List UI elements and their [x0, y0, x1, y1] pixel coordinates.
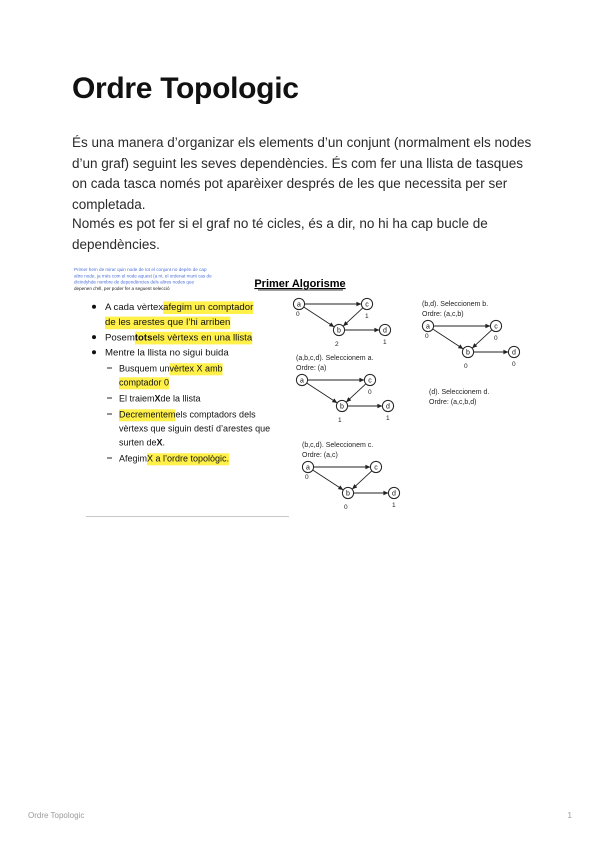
graph-arrowhead — [332, 398, 337, 403]
slide-intro-line: dicindyhde nombre de dependències dels altres nodes que — [74, 279, 195, 285]
graph-node-label: c — [365, 301, 369, 309]
graph-arrowhead — [374, 328, 379, 332]
page-number: 1 — [567, 811, 572, 820]
slide-intro-line: altre node, ja més com el node aquest (a nt. el ordenat munt cas de — [74, 273, 212, 279]
slide-text-run: de la llista — [160, 393, 201, 404]
graph-node-counter: 1 — [386, 415, 390, 422]
graph-arrowhead — [356, 302, 361, 306]
graph-step-3 — [302, 442, 400, 511]
graph-edge-a-b — [433, 329, 464, 349]
divider — [86, 516, 289, 517]
slide-text-run: X a l’ordre topològic. — [147, 453, 230, 464]
graph-arrowhead — [503, 350, 508, 354]
graph-node-label: b — [340, 403, 344, 411]
graph-caption: Ordre: (a,c,b) — [422, 311, 464, 318]
graph-arrowhead — [377, 404, 382, 408]
slide-text-run: Mentre la llista no sigui buida — [105, 347, 229, 359]
graph-step-1 — [293, 298, 390, 348]
slide-text-run: A cada vèrtex — [105, 302, 164, 313]
bullet-dot — [92, 305, 96, 309]
graph-node-label: c — [494, 323, 498, 331]
slide-heading: Primer Algorisme — [254, 278, 346, 290]
graph-node-counter: 0 — [368, 389, 372, 396]
graph-node-counter: 1 — [383, 339, 387, 346]
graph-steps — [293, 298, 519, 511]
graph-arrowhead — [458, 344, 463, 349]
graph-node-counter: 0 — [344, 504, 348, 511]
slide-text-run: vèrtex X amb — [169, 363, 223, 374]
bullet-dot — [92, 350, 96, 354]
graph-node-counter: 0 — [296, 311, 300, 318]
graph-node-label: d — [386, 403, 390, 411]
graph-caption: Ordre: (a,c) — [302, 452, 338, 459]
graph-edge-a-b — [313, 470, 344, 490]
graph-node-label: b — [337, 327, 341, 335]
slide-svg — [72, 262, 528, 518]
slide-text-run: els vèrtexs en una llista — [152, 332, 253, 344]
algorithm-bullets — [92, 301, 270, 465]
graph-edge-a-b — [307, 383, 338, 403]
bullet-dot — [92, 335, 96, 339]
graph-arrowhead — [365, 465, 370, 469]
slide-text-run: comptador 0 — [119, 377, 170, 388]
graph-node-label: a — [297, 301, 301, 309]
graph-step-2 — [296, 355, 394, 424]
slide-text-run: Afegim — [119, 453, 148, 464]
graph-caption: (a,b,c,d). Seleccionem a. — [296, 355, 374, 362]
graph-node-label: b — [466, 349, 470, 357]
condition-paragraph: Només es pot fer si el graf no té cicles, és a dir, no hi ha cap bucle de dependències. — [72, 216, 488, 252]
slide-intro-text — [74, 267, 212, 291]
footer-title: Ordre Topologic — [28, 811, 85, 820]
graph-arrowhead — [338, 485, 343, 490]
slide-text-run: Decrementem — [119, 409, 176, 420]
intro-paragraph: És una manera d’organizar els elements d’un conjunt (normalment els nodes d’un graf) seguint les seves dependències. És com fer una llista de tasques on cada tasca només pot aparèixer després de les que necessita per ser completada. — [72, 135, 532, 212]
graph-node-counter: 0 — [464, 363, 468, 370]
graph-node-label: b — [346, 490, 350, 498]
graph-caption: (b,d). Seleccionem b. — [422, 301, 489, 308]
graph-node-counter: 0 — [425, 333, 429, 340]
graph-node-counter: 1 — [365, 313, 369, 320]
slide-text-run: els comptadors dels — [175, 409, 256, 420]
graph-caption: (b,c,d). Seleccionem c. — [302, 442, 374, 449]
slide-text-run: de les arestes que l’hi arriben — [105, 317, 231, 329]
slide-text-run: surten de — [119, 437, 157, 448]
graph-node-label: a — [306, 464, 310, 472]
graph-arrowhead — [359, 378, 364, 382]
graph-node-counter: 2 — [335, 341, 339, 348]
slide-text-run: Posem — [105, 332, 135, 344]
graph-node-label: d — [512, 349, 516, 357]
slide-text-run: El traiem — [119, 393, 155, 404]
graph-step-4 — [422, 301, 520, 370]
slide-intro-line: depenen d’ell, per poder fer a seguent selecció — [74, 285, 170, 291]
slide-text-run: afegim un comptador — [163, 302, 254, 313]
graph-node-counter: 0 — [305, 474, 309, 481]
slide-text-run: . — [162, 437, 166, 448]
slide-text-run: tots — [134, 332, 153, 344]
slide-text-run: Busquem un — [119, 363, 170, 374]
graph-node-counter: 1 — [338, 417, 342, 424]
slide-intro-line: Primer hem de mirar quin node de tot el conjunt no depèn de cap — [74, 267, 207, 272]
graph-arrowhead — [329, 322, 334, 327]
graph-edge-a-b — [304, 307, 335, 327]
graph-node-label: c — [368, 377, 372, 385]
slide-text-run: X — [154, 393, 161, 404]
graph-node-label: a — [426, 323, 430, 331]
graph-node-label: d — [383, 327, 387, 335]
slide-text-run: X — [156, 437, 163, 448]
graph-arrowhead — [485, 324, 490, 328]
embedded-slide-image — [72, 262, 528, 518]
graph-node-counter: 0 — [494, 335, 498, 342]
final-caption: (d). Seleccionem d. — [429, 389, 490, 396]
graph-node-label: c — [374, 464, 378, 472]
graph-node-counter: 1 — [392, 502, 396, 509]
final-caption: Ordre: (a,c,b,d) — [429, 399, 477, 406]
page-title: Ordre Topologic — [72, 72, 299, 105]
graph-arrowhead — [383, 491, 388, 495]
graph-node-label: d — [392, 490, 396, 498]
slide-text-run: vèrtexs que siguin destí d’arestes que — [119, 423, 271, 434]
graph-node-label: a — [300, 377, 304, 385]
graph-caption: Ordre: (a) — [296, 365, 327, 372]
graph-node-counter: 0 — [512, 361, 516, 368]
